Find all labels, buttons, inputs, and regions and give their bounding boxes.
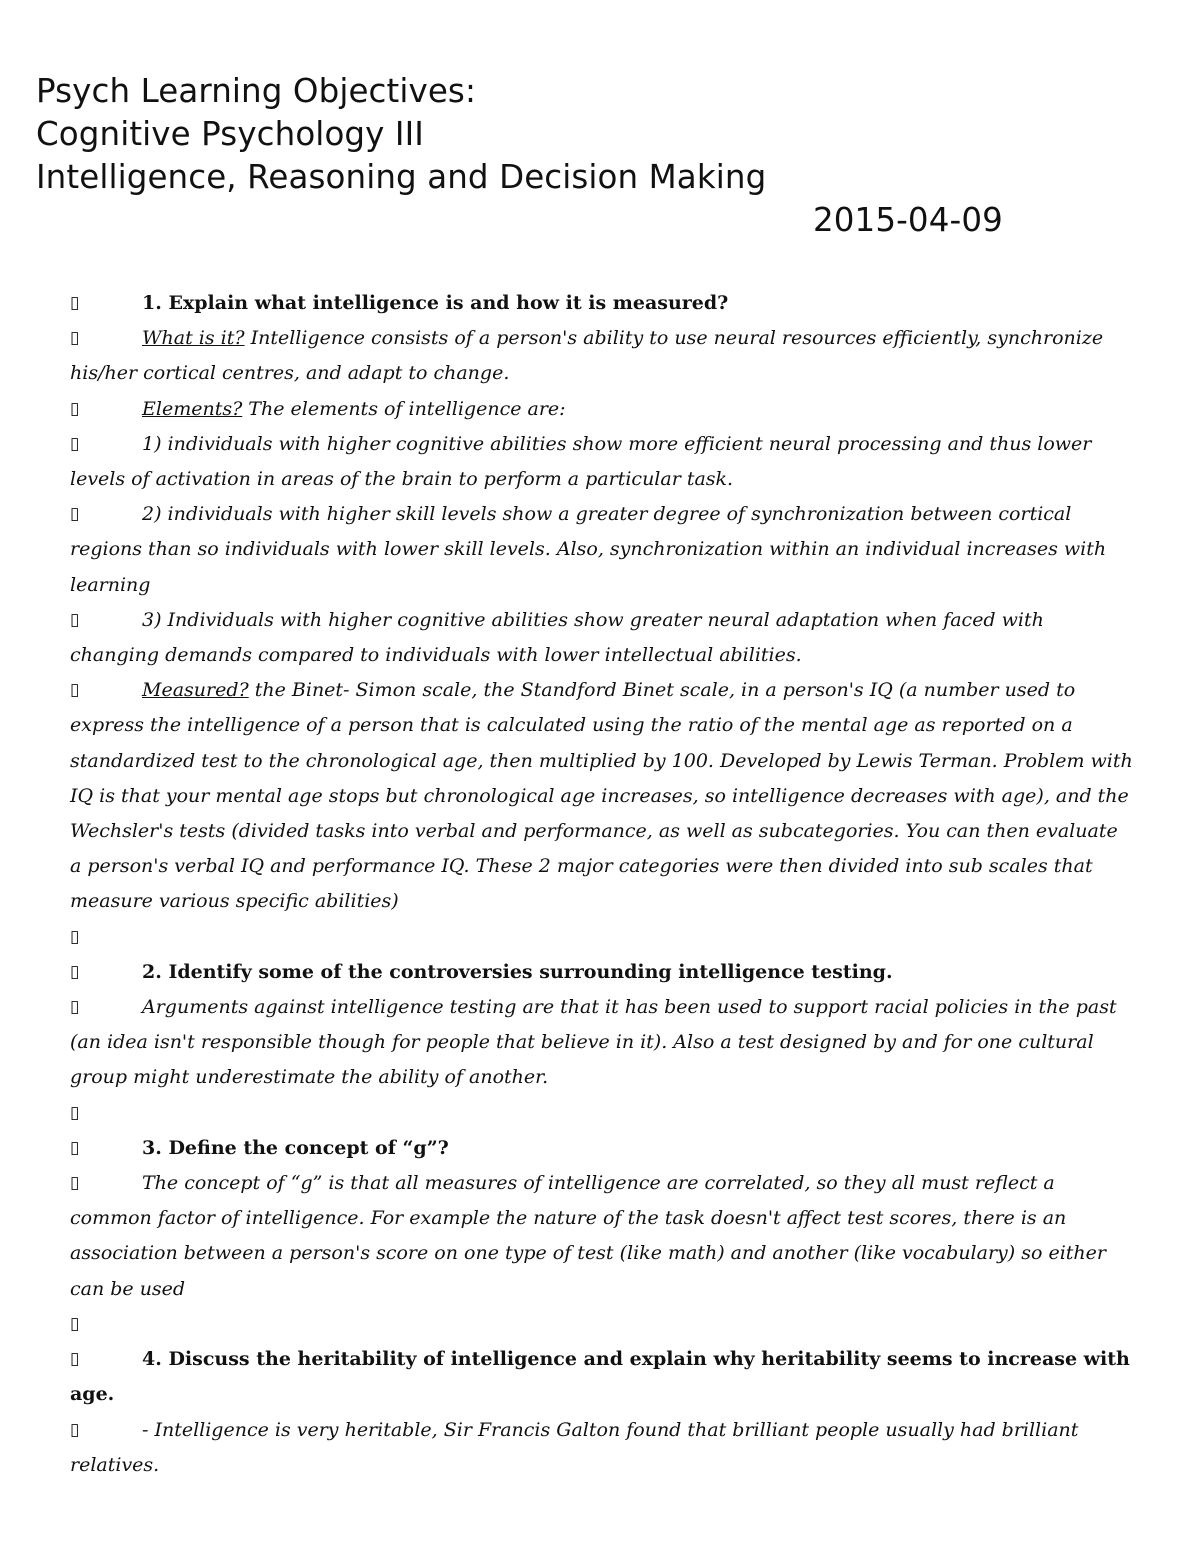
answer-label: Elements? bbox=[142, 397, 243, 420]
bullet-box-icon: ▯ bbox=[70, 293, 80, 313]
list-item bbox=[70, 286, 1135, 321]
answer-text: - Intelligence is very heritable, Sir Francis Galton found that brilliant people usually had brilliant relatives. bbox=[70, 1418, 1079, 1476]
document-header bbox=[36, 70, 1166, 242]
bullet-box-icon: ▯ bbox=[70, 961, 80, 982]
bullet-box-icon: ▯ bbox=[70, 609, 80, 630]
question-text: 2. Identify some of the controversies surrounding intelligence testing. bbox=[142, 960, 893, 983]
bullet-box-icon: ▯ bbox=[70, 504, 80, 525]
answer-text: 1) individuals with higher cognitive abilities show more efficient neural processing and thus lower levels of activation in areas of the brain to perform a particular task. bbox=[70, 432, 1092, 491]
answer-text: Arguments against intelligence testing are that it has been used to support racial policies in the past (an idea isn't responsible though for people that believe in it). Also a test designed by and for one cultural group might underestimate the ability of another. bbox=[70, 996, 1117, 1089]
bullet-box-icon: ▯ bbox=[70, 328, 80, 349]
document-body bbox=[70, 286, 1135, 1483]
list-item bbox=[70, 321, 1135, 391]
list-item bbox=[70, 427, 1135, 497]
list-item bbox=[70, 497, 1135, 603]
list-item bbox=[70, 1342, 1135, 1412]
bullet-box-icon: ▯ bbox=[70, 433, 80, 454]
bullet-box-icon: ▯ bbox=[70, 1137, 80, 1158]
list-item bbox=[70, 990, 1135, 1096]
header-date: 2015-04-09 bbox=[813, 201, 1003, 239]
list-item bbox=[70, 1131, 1135, 1166]
list-item bbox=[70, 603, 1135, 673]
bullet-box-icon: ▯ bbox=[70, 680, 80, 701]
list-item bbox=[70, 1413, 1135, 1483]
header-title-line-3: Intelligence, Reasoning and Decision Making bbox=[36, 158, 767, 196]
bullet-box-icon: ▯ bbox=[70, 1419, 80, 1440]
question-text: 3. Define the concept of “g”? bbox=[142, 1136, 449, 1159]
answer-text: 2) individuals with higher skill levels show a greater degree of synchronization between cortical regions than so individuals with lower skill levels. Also, synchronization within an individual increases with learning bbox=[70, 503, 1107, 596]
list-item bbox=[70, 1166, 1135, 1307]
answer-text: The concept of “g” is that all measures of intelligence are correlated, so they all must reflect a common factor of intelligence. For example the nature of the task doesn't affect test scores, there is an association between a person's score on one type of test (like math) and another (like vocabulary) so either can be used bbox=[70, 1172, 1106, 1300]
answer-text: Intelligence consists of a person's ability to use neural resources efficiently, synchronize his/her cortical centres, and adapt to change. bbox=[70, 327, 1104, 385]
bullet-box-icon: ▯ bbox=[70, 1173, 80, 1194]
list-item bbox=[70, 673, 1135, 919]
answer-text: 3) Individuals with higher cognitive abilities show greater neural adaptation when faced with changing demands compared to individuals with lower intellectual abilities. bbox=[70, 608, 1044, 667]
list-item bbox=[70, 1096, 1135, 1131]
question-text: 4. Discuss the heritability of intelligence and explain why heritability seems to increase with age. bbox=[70, 1348, 1130, 1406]
question-text: 1. Explain what intelligence is and how it is measured? bbox=[142, 292, 729, 314]
header-title-line-1: Psych Learning Objectives: bbox=[36, 72, 477, 110]
answer-label: Measured? bbox=[142, 679, 249, 702]
bullet-box-icon: ▯ bbox=[70, 1349, 80, 1370]
bullet-box-icon: ▯ bbox=[70, 398, 80, 419]
bullet-box-icon: ▯ bbox=[70, 1313, 80, 1334]
header-title-line-2: Cognitive Psychology III bbox=[36, 115, 424, 153]
bullet-box-icon: ▯ bbox=[70, 926, 80, 947]
bullet-box-icon: ▯ bbox=[70, 1102, 80, 1123]
list-item bbox=[70, 955, 1135, 990]
bullet-box-icon: ▯ bbox=[70, 997, 80, 1018]
answer-label: What is it? bbox=[142, 327, 245, 350]
list-item bbox=[70, 920, 1135, 955]
answer-text: The elements of intelligence are: bbox=[242, 397, 566, 420]
list-item bbox=[70, 392, 1135, 427]
answer-text: the Binet- Simon scale, the Standford Binet scale, in a person's IQ (a number used to express the intelligence of a person that is calculated using the ratio of the mental age as reported on a standardized test to the chronological age, then multiplied by 100. Developed by Lewis Terman. Problem with IQ is that your mental age stops but chronological age increases, so intelligence decreases with age), and the Wechsler's tests (divided tasks into verbal and performance, as well as subcategories. You can then evaluate a person's verbal IQ and performance IQ. These 2 major categories were then divided into sub scales that measure various specific abilities) bbox=[70, 679, 1133, 913]
list-item bbox=[70, 1307, 1135, 1342]
